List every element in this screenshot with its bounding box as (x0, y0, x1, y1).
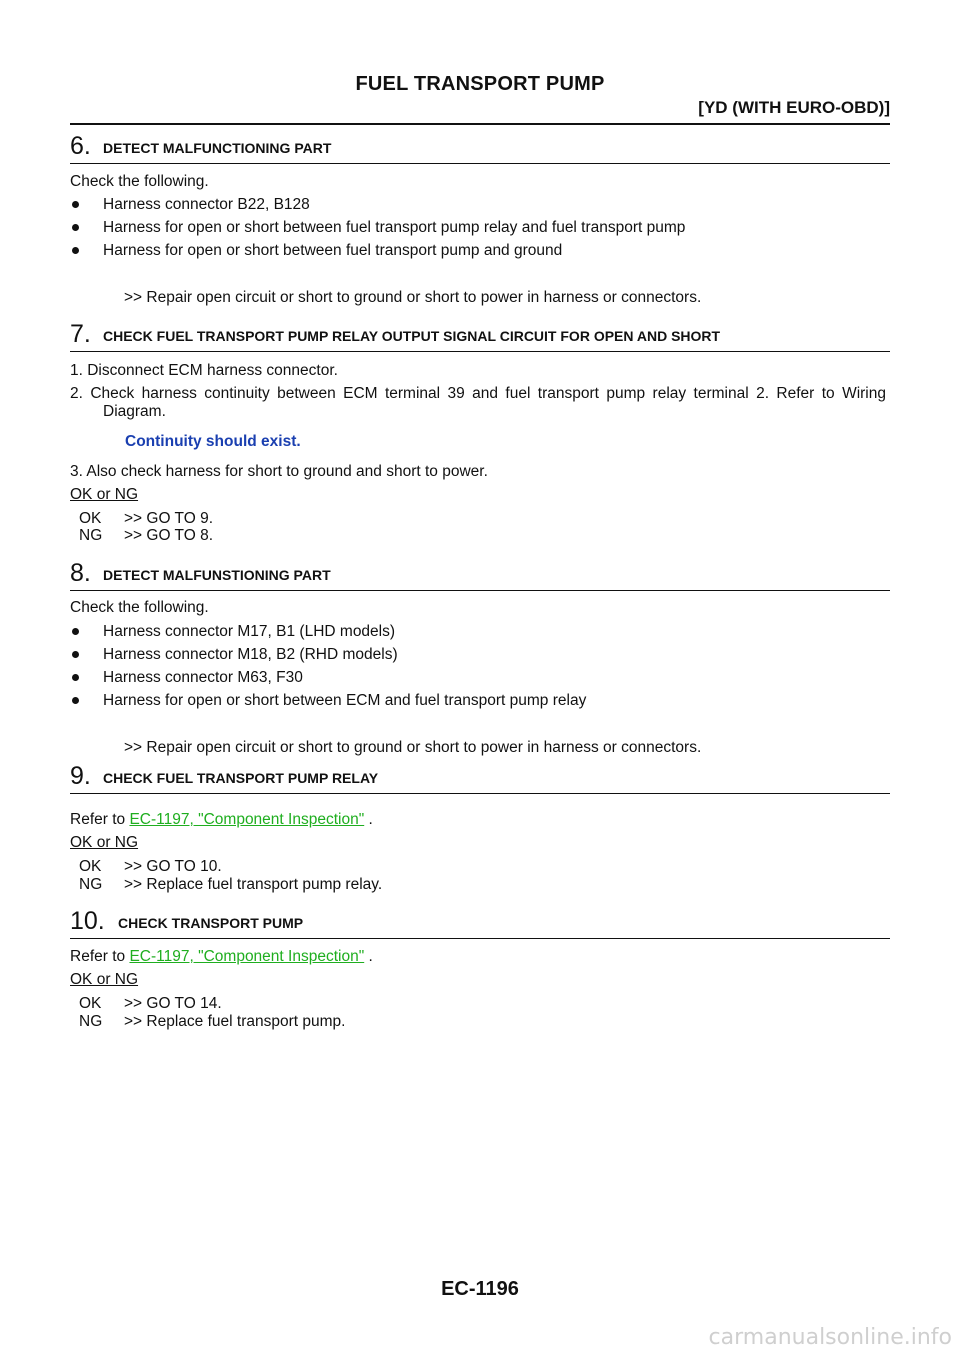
step-8-number: 8. (70, 559, 91, 587)
step-6-intro: Check the following. (70, 173, 209, 190)
component-inspection-link[interactable]: EC-1197, "Component Inspection" (129, 948, 365, 965)
step-8-bullet-2: Harness connector M18, B2 (RHD models) (103, 646, 398, 663)
step-6-bullet-2: Harness for open or short between fuel transport pump relay and fuel transport pump (103, 219, 686, 236)
step-7-title: CHECK FUEL TRANSPORT PUMP RELAY OUTPUT SIGNAL CIRCUIT FOR OPEN AND SHORT (103, 328, 721, 344)
step-6-title: DETECT MALFUNCTIONING PART (103, 140, 332, 156)
bullet-icon (72, 201, 79, 208)
step-7-item-1: 1. Disconnect ECM harness connector. (70, 362, 338, 379)
step-7-number: 7. (70, 320, 91, 348)
step-8-bullet-4: Harness for open or short between ECM and fuel transport pump relay (103, 692, 587, 709)
step-7-ng-action: >> GO TO 8. (124, 527, 214, 544)
step-9-ok-action: >> GO TO 10. (124, 858, 222, 875)
step-10-title: CHECK TRANSPORT PUMP (118, 915, 304, 931)
step-10-ng-label: NG (79, 1013, 103, 1030)
step-9-ng-action: >> Replace fuel transport pump relay. (124, 876, 383, 893)
step-6-header (70, 133, 890, 164)
step-10-number: 10. (70, 907, 105, 935)
step-6-result: >> Repair open circuit or short to ground or short to power in harness or connectors. (124, 289, 702, 306)
step-6-number: 6. (70, 132, 91, 160)
step-8-title: DETECT MALFUNSTIONING PART (103, 567, 331, 583)
bullet-icon (72, 674, 79, 681)
step-9-ng-label: NG (79, 876, 103, 893)
step-10-ng-action: >> Replace fuel transport pump. (124, 1013, 346, 1030)
watermark: carmanualsonline.info (708, 1325, 952, 1350)
component-inspection-link[interactable]: EC-1197, "Component Inspection" (129, 811, 365, 828)
step-9-header (70, 763, 890, 794)
step-10-refer-prefix: Refer to (70, 948, 126, 965)
page-subtitle: [YD (WITH EURO-OBD)] (698, 98, 890, 117)
step-9-okng: OK or NG (70, 834, 139, 851)
step-9-ok-label: OK (79, 858, 102, 875)
step-7-item-3: 3. Also check harness for short to ground and short to power. (70, 463, 488, 480)
bullet-icon (72, 247, 79, 254)
step-7-item-2: 2. Check harness continuity between ECM terminal 39 and fuel transport pump relay terminal 2. Refer to Wiring Diagram. (70, 385, 886, 420)
step-9-refer-prefix: Refer to (70, 811, 126, 828)
step-7-header (70, 321, 890, 352)
step-7-ok-label: OK (79, 510, 102, 527)
header-rule (70, 123, 890, 125)
step-7-spec: Continuity should exist. (125, 433, 301, 450)
step-6-bullet-3: Harness for open or short between fuel transport pump and ground (103, 242, 563, 259)
step-6-bullet-1: Harness connector B22, B128 (103, 196, 310, 213)
step-10-header (70, 908, 890, 939)
step-8-header (70, 560, 890, 591)
step-7-okng: OK or NG (70, 486, 139, 503)
step-9-title: CHECK FUEL TRANSPORT PUMP RELAY (103, 770, 379, 786)
step-10-refer (70, 948, 373, 966)
step-10-ok-label: OK (79, 995, 102, 1012)
step-10-okng: OK or NG (70, 971, 139, 988)
step-8-intro: Check the following. (70, 599, 209, 616)
bullet-icon (72, 697, 79, 704)
step-8-bullet-3: Harness connector M63, F30 (103, 669, 303, 686)
bullet-icon (72, 651, 79, 658)
step-10-ok-action: >> GO TO 14. (124, 995, 222, 1012)
step-9-refer (70, 811, 373, 829)
page-title: FUEL TRANSPORT PUMP (355, 73, 605, 95)
step-10-refer-suffix: . (368, 948, 373, 965)
step-7-ok-action: >> GO TO 9. (124, 510, 214, 527)
page-number: EC-1196 (441, 1278, 519, 1300)
step-7-ng-label: NG (79, 527, 103, 544)
bullet-icon (72, 628, 79, 635)
step-8-bullet-1: Harness connector M17, B1 (LHD models) (103, 623, 396, 640)
step-9-number: 9. (70, 762, 91, 790)
step-8-result: >> Repair open circuit or short to ground or short to power in harness or connectors. (124, 739, 702, 756)
bullet-icon (72, 224, 79, 231)
step-9-refer-suffix: . (368, 811, 373, 828)
